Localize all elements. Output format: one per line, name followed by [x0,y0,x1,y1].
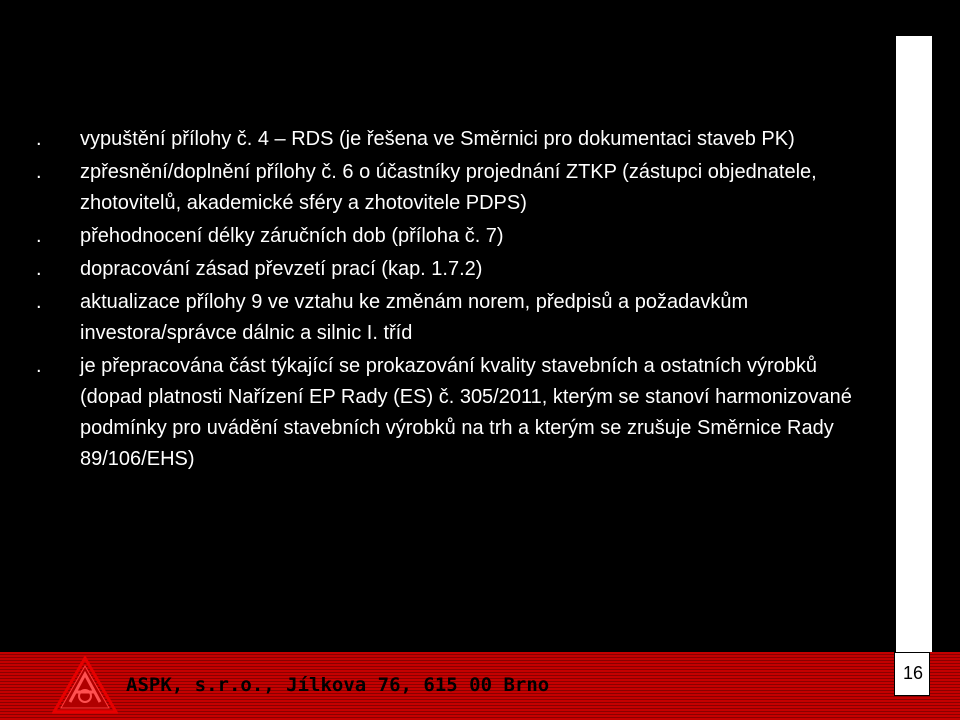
bullet-text: aktualizace přílohy 9 ve vztahu ke změnám norem, předpisů a požadavkům investora/správce dálnic a silnic I. tříd [80,291,749,344]
bullet-marker: . [36,258,42,280]
bullet-item [36,124,866,155]
footer-company-address: ASPK, s.r.o., Jílkova 76, 615 00 Brno [126,674,550,696]
bullet-text: přehodnocení délky záručních dob (příloha č. 7) [80,225,504,247]
bullet-marker: . [36,128,42,150]
aspk-triangle-logo-icon [52,656,118,714]
page-number: 16 [902,663,924,683]
bullet-text: dopracování zásad převzetí prací (kap. 1.7.2) [80,258,483,280]
bullet-item [36,254,866,285]
page-number-box [894,652,930,696]
bullet-marker: . [36,291,42,313]
right-white-bar [896,36,932,668]
bullet-text: vypuštění přílohy č. 4 – RDS (je řešena ve Směrnici pro dokumentaci staveb PK) [80,128,795,150]
footer [0,652,960,720]
bullet-item [36,351,866,475]
bullet-marker: . [36,161,42,183]
bullet-item [36,157,866,219]
bullet-marker: . [36,225,42,247]
bullet-text: je přepracována část týkající se prokazování kvality stavebních a ostatních výrobků (dopad platnosti Nařízení EP Rady (ES) č. 305/2011, kterým se stanoví harmonizované podmínky pro uvádění stavebních výrobků na trh a kterým se zrušuje Směrnice Rady 89/106/EHS) [80,355,852,470]
bullet-marker: . [36,355,42,377]
bullet-text: zpřesnění/doplnění přílohy č. 6 o účastníky projednání ZTKP (zástupci objednatele, zhotovitelů, akademické sféry a zhotovitele PDPS) [80,161,817,214]
bullet-item [36,287,866,349]
bullet-list [36,124,866,477]
bullet-item [36,221,866,252]
